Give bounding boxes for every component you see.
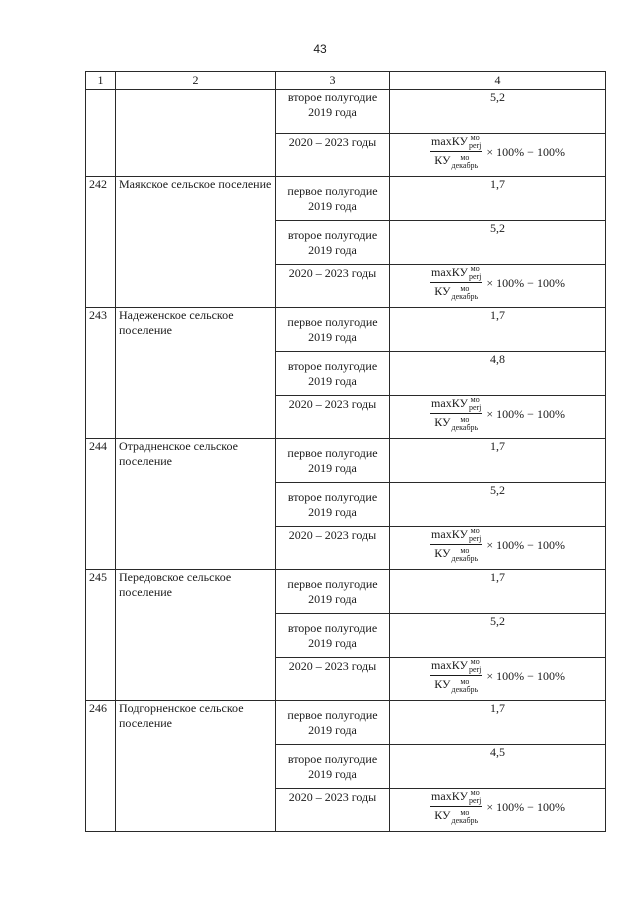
table-row: [86, 701, 606, 745]
numerator-subscript: perj: [468, 403, 482, 413]
column-header: 2: [116, 72, 276, 90]
value-cell: 4,8: [390, 352, 606, 396]
period-cell: первое полугодие 2019 года: [276, 308, 390, 352]
period-cell: второе полугодие 2019 года: [276, 483, 390, 527]
formula-numerator: [430, 527, 482, 545]
value-cell: 4,5: [390, 745, 606, 789]
denominator-superscript: мо: [460, 414, 470, 424]
numerator-subscript: perj: [468, 665, 482, 675]
settlement-name-cell: Передовское сельское поселение: [116, 570, 276, 701]
denominator-superscript: мо: [460, 807, 470, 817]
formula-tail: × 100% − 100%: [486, 275, 565, 290]
period-cell: 2020 – 2023 годы: [276, 265, 390, 308]
numerator-superscript: мо: [470, 526, 480, 536]
table-row: [86, 90, 606, 134]
denominator-base: КУ: [434, 284, 451, 299]
numerator-base: maxКУ: [431, 789, 468, 803]
formula-tail: × 100% − 100%: [486, 668, 565, 683]
formula-cell: [390, 134, 606, 177]
formula-numerator: [430, 658, 482, 676]
period-cell: первое полугодие 2019 года: [276, 177, 390, 221]
period-cell: второе полугодие 2019 года: [276, 221, 390, 265]
row-number-cell: 242: [86, 177, 116, 308]
denominator-base: КУ: [434, 153, 451, 168]
settlement-name-cell: Надеженское сельское поселение: [116, 308, 276, 439]
index-formula: [430, 527, 565, 563]
numerator-superscript: мо: [470, 657, 480, 667]
table-row: [86, 570, 606, 614]
row-number-cell: [86, 90, 116, 177]
period-cell: второе полугодие 2019 года: [276, 745, 390, 789]
denominator-base: КУ: [434, 546, 451, 561]
table-row: [86, 439, 606, 483]
period-cell: второе полугодие 2019 года: [276, 614, 390, 658]
value-cell: 1,7: [390, 439, 606, 483]
column-header: 3: [276, 72, 390, 90]
numerator-base: maxКУ: [431, 134, 468, 148]
numerator-superscript: мо: [470, 395, 480, 405]
formula-denominator: [433, 283, 479, 300]
period-cell: 2020 – 2023 годы: [276, 396, 390, 439]
denominator-subscript: декабрь: [451, 815, 479, 825]
column-header: 1: [86, 72, 116, 90]
formula-cell: [390, 658, 606, 701]
denominator-superscript: мо: [460, 152, 470, 162]
value-cell: 1,7: [390, 570, 606, 614]
index-formula: [430, 134, 565, 170]
numerator-subscript: perj: [468, 272, 482, 282]
period-cell: 2020 – 2023 годы: [276, 527, 390, 570]
row-number-cell: 244: [86, 439, 116, 570]
denominator-base: КУ: [434, 808, 451, 823]
formula-denominator: [433, 545, 479, 562]
value-cell: 1,7: [390, 701, 606, 745]
denominator-subscript: декабрь: [451, 291, 479, 301]
value-cell: 5,2: [390, 221, 606, 265]
formula-cell: [390, 789, 606, 832]
period-cell: второе полугодие 2019 года: [276, 352, 390, 396]
value-cell: 5,2: [390, 614, 606, 658]
table-row: [86, 308, 606, 352]
numerator-base: maxКУ: [431, 396, 468, 410]
formula-fraction: [430, 527, 482, 563]
value-cell: 1,7: [390, 308, 606, 352]
formula-fraction: [430, 396, 482, 432]
numerator-superscript: мо: [470, 133, 480, 143]
row-number-cell: 245: [86, 570, 116, 701]
period-cell: 2020 – 2023 годы: [276, 789, 390, 832]
denominator-subscript: декабрь: [451, 160, 479, 170]
denominator-superscript: мо: [460, 545, 470, 555]
numerator-subscript: perj: [468, 534, 482, 544]
index-formula: [430, 396, 565, 432]
period-cell: первое полугодие 2019 года: [276, 701, 390, 745]
numerator-superscript: мо: [470, 788, 480, 798]
formula-numerator: [430, 789, 482, 807]
denominator-subscript: декабрь: [451, 684, 479, 694]
value-cell: 1,7: [390, 177, 606, 221]
period-cell: первое полугодие 2019 года: [276, 439, 390, 483]
formula-fraction: [430, 134, 482, 170]
formula-tail: × 100% − 100%: [486, 406, 565, 421]
formula-tail: × 100% − 100%: [486, 537, 565, 552]
formula-tail: × 100% − 100%: [486, 144, 565, 159]
formula-fraction: [430, 265, 482, 301]
formula-fraction: [430, 789, 482, 825]
data-table: [85, 71, 606, 832]
denominator-base: КУ: [434, 415, 451, 430]
row-number-cell: 246: [86, 701, 116, 832]
settlement-name-cell: Подгорненское сельское поселение: [116, 701, 276, 832]
formula-cell: [390, 527, 606, 570]
numerator-superscript: мо: [470, 264, 480, 274]
numerator-subscript: perj: [468, 141, 482, 151]
formula-denominator: [433, 414, 479, 431]
formula-denominator: [433, 152, 479, 169]
denominator-subscript: декабрь: [451, 422, 479, 432]
period-cell: 2020 – 2023 годы: [276, 658, 390, 701]
formula-numerator: [430, 265, 482, 283]
table-header-row: [86, 72, 606, 90]
formula-fraction: [430, 658, 482, 694]
numerator-subscript: perj: [468, 796, 482, 806]
numerator-base: maxКУ: [431, 658, 468, 672]
formula-denominator: [433, 676, 479, 693]
formula-cell: [390, 396, 606, 439]
index-formula: [430, 265, 565, 301]
row-number-cell: 243: [86, 308, 116, 439]
denominator-subscript: декабрь: [451, 553, 479, 563]
denominator-superscript: мо: [460, 283, 470, 293]
denominator-base: КУ: [434, 677, 451, 692]
period-cell: 2020 – 2023 годы: [276, 134, 390, 177]
index-formula: [430, 789, 565, 825]
settlement-name-cell: [116, 90, 276, 177]
settlement-name-cell: Маякское сельское поселение: [116, 177, 276, 308]
formula-tail: × 100% − 100%: [486, 799, 565, 814]
numerator-base: maxКУ: [431, 265, 468, 279]
column-header: 4: [390, 72, 606, 90]
period-cell: первое полугодие 2019 года: [276, 570, 390, 614]
index-formula: [430, 658, 565, 694]
period-cell: второе полугодие 2019 года: [276, 90, 390, 134]
denominator-superscript: мо: [460, 676, 470, 686]
formula-denominator: [433, 807, 479, 824]
table-row: [86, 177, 606, 221]
formula-numerator: [430, 134, 482, 152]
page-number: 43: [313, 42, 327, 56]
numerator-base: maxКУ: [431, 527, 468, 541]
value-cell: 5,2: [390, 483, 606, 527]
formula-cell: [390, 265, 606, 308]
value-cell: 5,2: [390, 90, 606, 134]
settlement-name-cell: Отрадненское сельское поселение: [116, 439, 276, 570]
formula-numerator: [430, 396, 482, 414]
